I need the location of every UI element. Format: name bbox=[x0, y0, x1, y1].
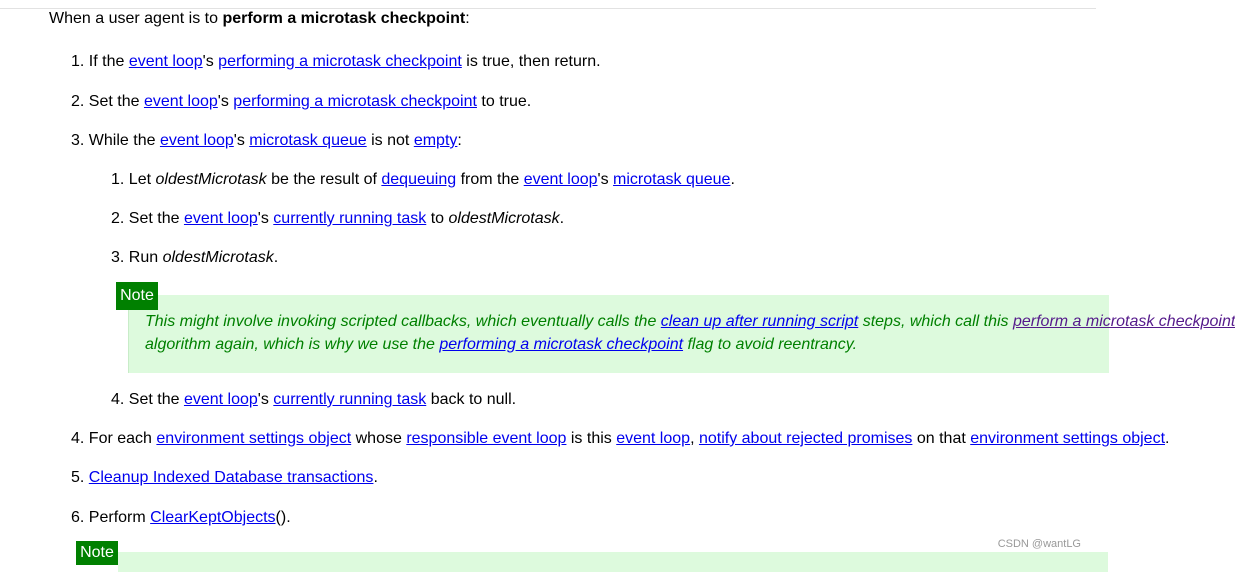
note-label: Note bbox=[76, 541, 118, 565]
link-performing-microtask-checkpoint[interactable]: performing a microtask checkpoint bbox=[439, 336, 684, 353]
sub-list-item bbox=[111, 248, 278, 268]
intro-term: perform a microtask checkpoint bbox=[222, 10, 466, 27]
text-fragment: Set the bbox=[128, 391, 184, 408]
note-line-1 bbox=[145, 312, 1235, 332]
intro-text: When a user agent is to bbox=[49, 10, 223, 27]
list-number: 1. bbox=[71, 53, 85, 70]
list-number: 2. bbox=[71, 93, 85, 110]
list-item bbox=[71, 429, 1169, 449]
list-item bbox=[71, 468, 378, 488]
text-fragment: While the bbox=[88, 132, 160, 149]
link-event-loop[interactable]: event loop bbox=[183, 210, 258, 227]
text-fragment: : bbox=[457, 132, 462, 149]
note-line-2 bbox=[145, 335, 857, 355]
list-number: 3. bbox=[71, 132, 85, 149]
list-number: 6. bbox=[71, 509, 85, 526]
list-item bbox=[71, 508, 291, 528]
text-fragment: be the result of bbox=[266, 171, 382, 188]
text-fragment: Set the bbox=[88, 93, 144, 110]
text-fragment: is this bbox=[566, 430, 617, 447]
text-fragment: is not bbox=[366, 132, 414, 149]
text-fragment: . bbox=[373, 469, 378, 486]
link-event-loop[interactable]: event loop bbox=[616, 430, 691, 447]
list-number: 4. bbox=[71, 430, 85, 447]
text-fragment: Set the bbox=[128, 210, 184, 227]
note-text-fragment: flag to avoid reentrancy. bbox=[683, 336, 858, 353]
text-fragment: Let bbox=[128, 171, 156, 188]
text-fragment: Perform bbox=[88, 509, 151, 526]
text-fragment: 's bbox=[257, 391, 274, 408]
link-environment-settings-object[interactable]: environment settings object bbox=[970, 430, 1166, 447]
text-fragment: 's bbox=[217, 93, 234, 110]
note-label: Note bbox=[116, 282, 158, 310]
watermark: CSDN @wantLG bbox=[997, 538, 1081, 550]
note-text-fragment: algorithm again, which is why we use the bbox=[145, 336, 440, 353]
list-number: 4. bbox=[111, 391, 125, 408]
variable-oldest-microtask: oldestMicrotask bbox=[155, 171, 267, 188]
list-number: 1. bbox=[111, 171, 125, 188]
list-item bbox=[71, 131, 462, 151]
text-fragment: on that bbox=[912, 430, 971, 447]
link-clear-kept-objects[interactable]: ClearKeptObjects bbox=[150, 509, 276, 526]
link-event-loop[interactable]: event loop bbox=[143, 93, 218, 110]
list-number: 2. bbox=[111, 210, 125, 227]
link-cleanup-indexed-database-transactions[interactable]: Cleanup Indexed Database transactions bbox=[88, 469, 374, 486]
text-fragment: to true. bbox=[476, 93, 532, 110]
text-fragment: For each bbox=[88, 430, 157, 447]
text-fragment: . bbox=[1165, 430, 1170, 447]
text-fragment: whose bbox=[351, 430, 407, 447]
text-fragment: . bbox=[273, 249, 279, 266]
sub-list-item bbox=[111, 209, 564, 229]
link-currently-running-task[interactable]: currently running task bbox=[273, 210, 427, 227]
sub-list-item bbox=[111, 170, 735, 190]
text-fragment: 's bbox=[597, 171, 614, 188]
text-fragment: to bbox=[426, 210, 449, 227]
link-event-loop[interactable]: event loop bbox=[183, 391, 258, 408]
link-currently-running-task[interactable]: currently running task bbox=[273, 391, 427, 408]
link-microtask-queue[interactable]: microtask queue bbox=[249, 132, 367, 149]
text-fragment: . bbox=[559, 210, 565, 227]
link-notify-about-rejected-promises[interactable]: notify about rejected promises bbox=[698, 430, 913, 447]
text-fragment: is true, then return. bbox=[461, 53, 601, 70]
link-event-loop[interactable]: event loop bbox=[159, 132, 234, 149]
note-box bbox=[118, 552, 1108, 572]
list-item bbox=[71, 92, 531, 112]
link-performing-microtask-checkpoint[interactable]: performing a microtask checkpoint bbox=[218, 53, 462, 70]
list-number: 5. bbox=[71, 469, 85, 486]
intro-colon: : bbox=[465, 10, 470, 27]
link-event-loop[interactable]: event loop bbox=[128, 53, 203, 70]
text-fragment: 's bbox=[202, 53, 219, 70]
sub-list-item bbox=[111, 390, 516, 410]
text-fragment: If the bbox=[88, 53, 129, 70]
variable-oldest-microtask: oldestMicrotask bbox=[162, 249, 274, 266]
note-text-fragment: steps, which call this bbox=[858, 313, 1013, 330]
note-box bbox=[128, 295, 1109, 373]
link-event-loop[interactable]: event loop bbox=[523, 171, 598, 188]
link-microtask-queue[interactable]: microtask queue bbox=[613, 171, 731, 188]
link-perform-microtask-checkpoint[interactable]: perform a microtask checkpoint bbox=[1012, 313, 1235, 330]
note-text-fragment: This might involve invoking scripted callbacks, which eventually calls the bbox=[145, 313, 661, 330]
link-dequeuing[interactable]: dequeuing bbox=[381, 171, 457, 188]
text-fragment: Run bbox=[128, 249, 163, 266]
text-fragment: , bbox=[690, 430, 699, 447]
link-performing-microtask-checkpoint[interactable]: performing a microtask checkpoint bbox=[233, 93, 477, 110]
text-fragment: from the bbox=[456, 171, 524, 188]
variable-oldest-microtask: oldestMicrotask bbox=[448, 210, 560, 227]
text-fragment: 's bbox=[257, 210, 274, 227]
text-fragment: (). bbox=[275, 509, 291, 526]
link-environment-settings-object[interactable]: environment settings object bbox=[156, 430, 352, 447]
link-responsible-event-loop[interactable]: responsible event loop bbox=[406, 430, 567, 447]
intro-paragraph bbox=[49, 9, 470, 29]
list-number: 3. bbox=[111, 249, 125, 266]
link-clean-up-after-running-script[interactable]: clean up after running script bbox=[660, 313, 859, 330]
text-fragment: . bbox=[730, 171, 735, 188]
list-item bbox=[71, 52, 601, 72]
link-empty[interactable]: empty bbox=[413, 132, 458, 149]
text-fragment: back to null. bbox=[426, 391, 517, 408]
text-fragment: 's bbox=[233, 132, 250, 149]
